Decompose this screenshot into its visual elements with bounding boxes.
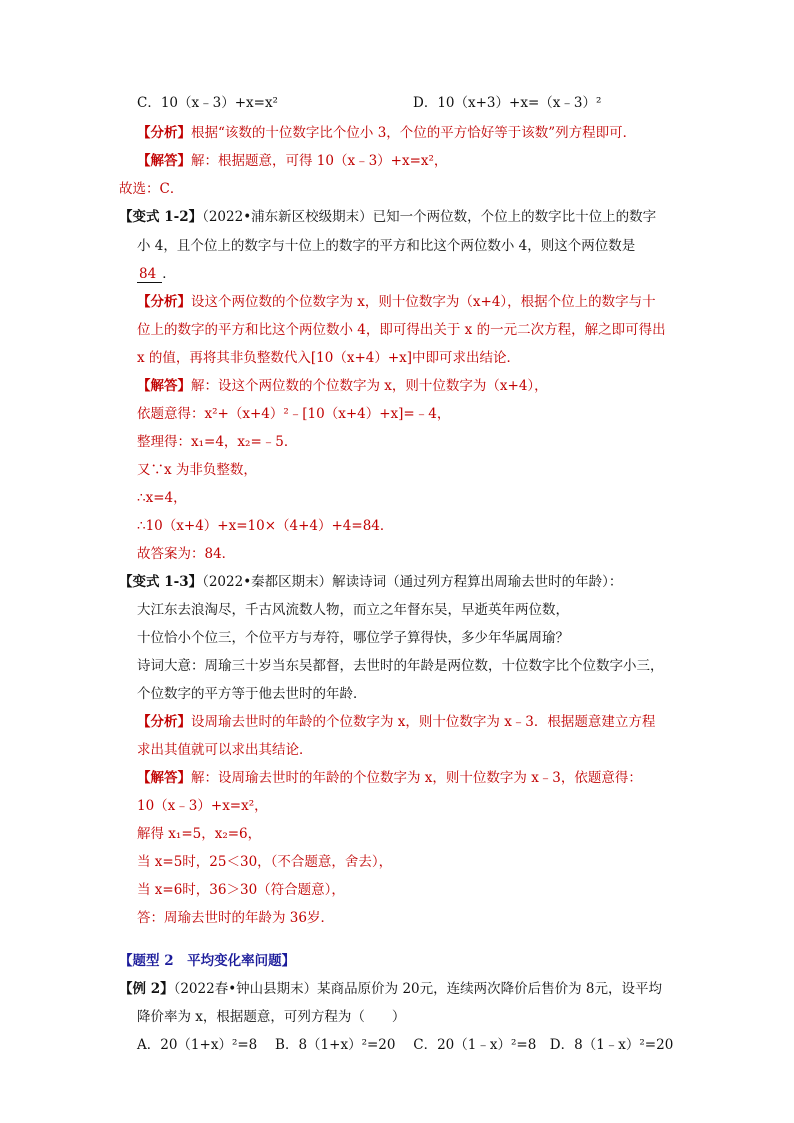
answer-text: 解：设这个两位数的个位数字为 x，则十位数字为（x+4）， <box>191 378 548 394</box>
example-2-question-line-1 <box>119 979 662 999</box>
poem-meaning-line-1: 诗词大意：周瑜三十岁当东吴都督，去世时的年龄是两位数，十位数字比个位数字小三， <box>137 658 664 674</box>
analysis-line <box>137 123 636 143</box>
v3-case-5: 当 x=5时，25＜30，（不合题意，舍去）， <box>137 854 393 870</box>
analysis-text: 根据“该数的十位数字比个位小 3，个位的平方恰好等于该数”列方程即可． <box>191 125 637 141</box>
v3-solutions: 解得 x₁=5，x₂=6， <box>137 826 262 842</box>
blank-end: ． <box>162 266 176 282</box>
section-heading: 【题型 2 平均变化率问题】 <box>119 953 296 969</box>
question-text: （2022•浦东新区校级期末）已知一个两位数，个位上的数字比十位上的数字 <box>202 209 657 225</box>
v2-step-simplify: 整理得：x₁=4，x₂=﹣5． <box>137 434 298 450</box>
answer-tag: 【解答】 <box>137 153 191 169</box>
answer-tag: 【解答】 <box>137 770 191 786</box>
option-d: D．10（x+3）+x=（x﹣3）² <box>413 95 602 111</box>
v2-step-x: ∴x=4， <box>137 490 187 506</box>
option-c: C．10（x﹣3）+x=x² <box>137 95 278 111</box>
v2-analysis-line-3: x 的值，再将其非负整数代入[10（x+4）+x]中即可求出结论． <box>137 350 521 366</box>
v2-step-condition: 又∵x 为非负整数， <box>137 462 257 478</box>
variant-tag: 【变式 1-3】 <box>119 574 203 590</box>
answer-tag: 【解答】 <box>137 378 191 394</box>
question-text: （2022•秦都区期末）解读诗词（通过列方程算出周瑜去世时的年龄）： <box>202 574 623 590</box>
answer-blank: 84 <box>137 266 162 283</box>
v3-answer-line-1 <box>137 768 642 788</box>
answer-text: 解：根据题意，可得 10（x﹣3）+x=x²， <box>191 153 448 169</box>
analysis-tag: 【分析】 <box>137 125 191 141</box>
example-tag: 【例 2】 <box>119 981 174 997</box>
v2-answer-line-1 <box>137 376 548 396</box>
v2-analysis-line-1 <box>137 292 656 312</box>
variant-1-2-question-line-1 <box>119 207 656 227</box>
analysis-text: 设周瑜去世时的年龄的个位数字为 x，则十位数字为 x﹣3．根据题意建立方程 <box>191 714 656 730</box>
choose-line: 故选：C． <box>119 181 184 197</box>
example-2-question-line-2: 降价率为 x，根据题意，可列方程为（ ） <box>137 1009 406 1025</box>
v3-analysis-line-2: 求出其值就可以求出其结论． <box>137 742 313 758</box>
analysis-tag: 【分析】 <box>137 294 191 310</box>
question-text: （2022春•钟山县期末）某商品原价为 20元，连续两次降价后售价为 8元，设平均 <box>173 981 663 997</box>
v2-analysis-line-2: 位上的数字的平方和比这个两位数小 4，即可得出关于 x 的一元二次方程，解之即可得出 <box>137 322 666 338</box>
v2-step-equation: 依题意得：x²+（x+4）²﹣[10（x+4）+x]=﹣4， <box>137 406 451 422</box>
variant-tag: 【变式 1-2】 <box>119 209 203 225</box>
variant-1-2-question-line-2: 小 4，且个位上的数字与十位上的数字的平方和比这个两位数小 4，则这个两位数是 <box>137 238 636 254</box>
answer-blank-line <box>137 264 176 284</box>
analysis-text: 设这个两位数的个位数字为 x，则十位数字为（x+4），根据个位上的数字与十 <box>191 294 656 310</box>
v2-step-result: ∴10（x+4）+x=10×（4+4）+4=84． <box>137 518 394 534</box>
poem-line-1: 大江东去浪淘尽，千古风流数人物，而立之年督东吴，早逝英年两位数， <box>137 602 569 618</box>
v3-equation: 10（x﹣3）+x=x²， <box>137 798 268 814</box>
analysis-tag: 【分析】 <box>137 714 191 730</box>
answer-text: 解：设周瑜去世时的年龄的个位数字为 x，则十位数字为 x﹣3，依题意得： <box>191 770 642 786</box>
v2-final-answer: 故答案为：84． <box>137 546 236 562</box>
example-2-options: A．20（1+x）²=8 B．8（1+x）²=20 C．20（1﹣x）²=8 D．8（1﹣x）²=20 <box>137 1037 674 1053</box>
poem-line-2: 十位恰小个位三，个位平方与寿符，哪位学子算得快，多少年华属周瑜？ <box>137 630 569 646</box>
v3-case-6: 当 x=6时，36＞30（符合题意）， <box>137 882 345 898</box>
v3-analysis-line-1 <box>137 712 655 732</box>
poem-meaning-line-2: 个位数字的平方等于他去世时的年龄． <box>137 686 367 702</box>
answer-line <box>137 151 447 171</box>
v3-conclusion: 答：周瑜去世时的年龄为 36岁． <box>137 910 334 926</box>
variant-1-3-question <box>119 572 622 592</box>
